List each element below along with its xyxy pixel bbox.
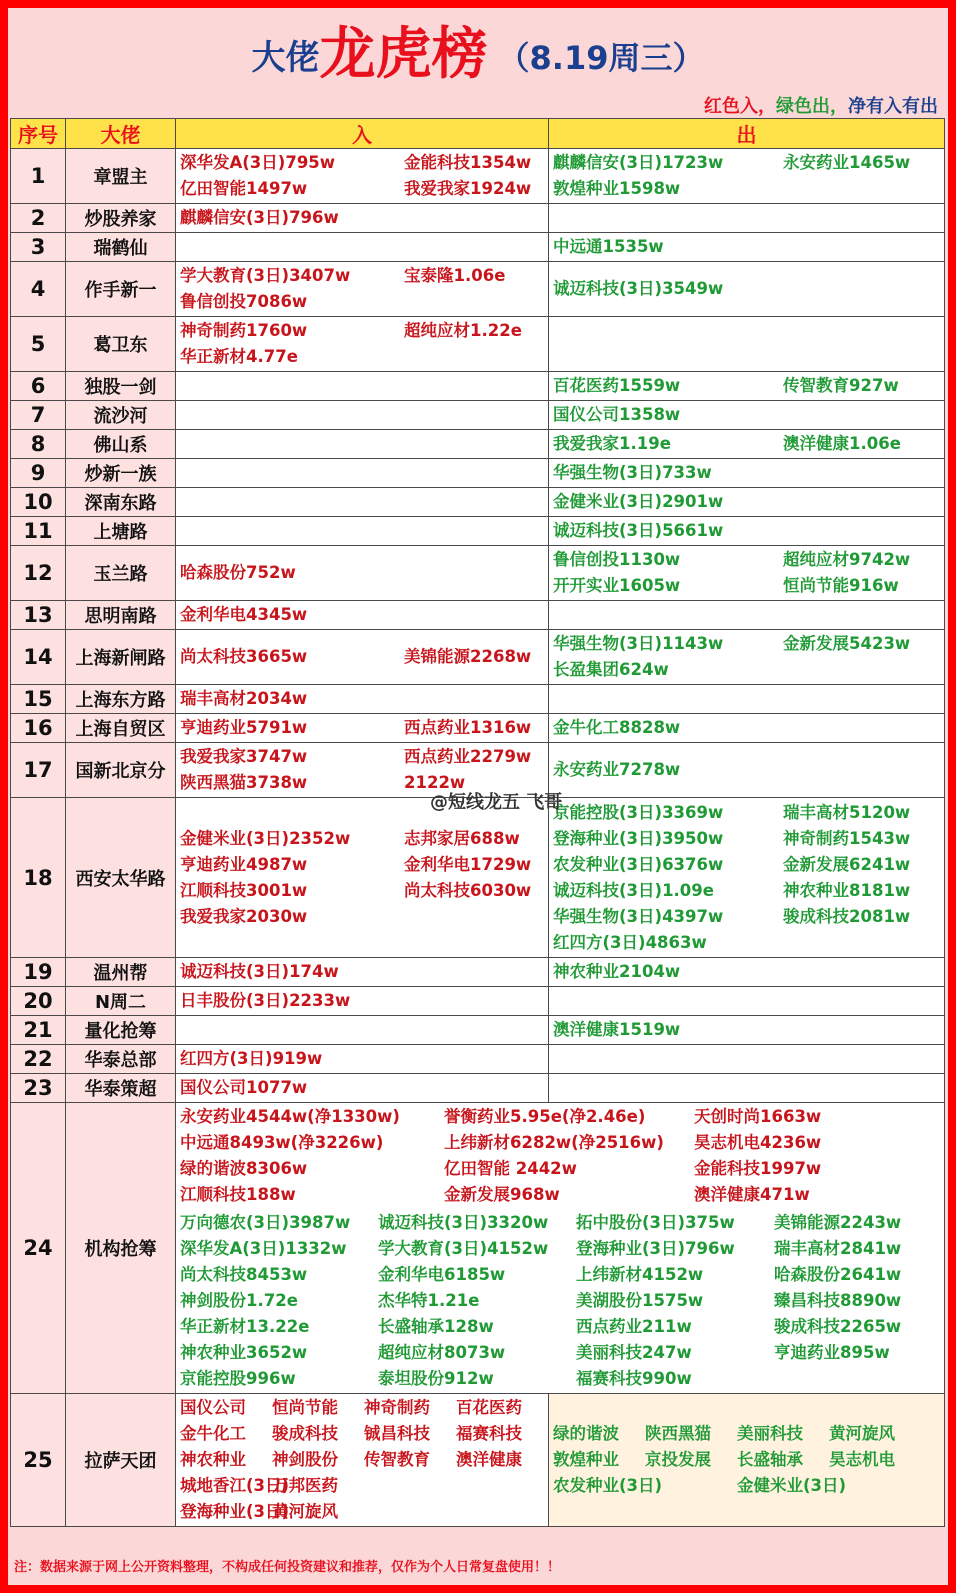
buy-entry: 江顺科技3001w xyxy=(180,880,308,900)
row-number: 7 xyxy=(11,401,66,430)
trader-name: 章盟主 xyxy=(66,149,176,204)
buy-cell xyxy=(176,714,549,743)
buy-entry: 国仪公司 xyxy=(180,1398,246,1417)
sell-entry: 华强生物(3日)733w xyxy=(553,463,712,482)
trader-name: 量化抢筹 xyxy=(66,1016,176,1045)
buy-entry: 亨迪药业5791w xyxy=(180,718,308,737)
sell-entry: 华强生物(3日)1143w xyxy=(553,634,724,653)
buy-entry: 铖昌科技 xyxy=(364,1424,430,1443)
sell-cell xyxy=(549,488,945,517)
trader-name: 机构抢筹 xyxy=(66,1103,176,1394)
sell-entry: 超纯应材8073w xyxy=(378,1343,506,1362)
sell-entry: 登海种业(3日)3950w xyxy=(553,828,724,848)
buy-entry: 瑞丰高材2034w xyxy=(180,689,308,708)
trader-name: 流沙河 xyxy=(66,401,176,430)
table-row xyxy=(11,685,945,714)
row-number: 21 xyxy=(11,1016,66,1045)
sell-cell xyxy=(549,459,945,488)
trader-name: 瑞鹤仙 xyxy=(66,233,176,262)
sell-cell xyxy=(549,149,945,204)
header-no: 序号 xyxy=(11,119,66,149)
sell-entry: 绿的谐波 xyxy=(553,1424,619,1443)
buy-entry: 我爱我家2030w xyxy=(180,906,308,926)
sell-entry: 神农种业8181w xyxy=(783,880,911,900)
buy-cell xyxy=(176,546,549,601)
sell-entry: 尚太科技8453w xyxy=(180,1265,308,1284)
buy-entry xyxy=(364,1474,456,1498)
sell-entry: 华正新材13.22e xyxy=(180,1317,310,1336)
buy-entry: 超纯应材1.22e xyxy=(404,321,522,340)
sell-cell xyxy=(549,262,945,317)
sell-entry: 杰华特1.21e xyxy=(378,1291,480,1310)
trader-name: 佛山系 xyxy=(66,430,176,459)
buy-entry: 金健米业(3日)2352w xyxy=(180,828,351,848)
buy-entry: 金新发展968w xyxy=(444,1185,560,1204)
header-name: 大佬 xyxy=(66,119,176,149)
page-frame xyxy=(8,8,948,1585)
buy-entry xyxy=(364,1500,456,1524)
sell-cell xyxy=(549,743,945,798)
buy-cell xyxy=(176,317,549,372)
row-number: 20 xyxy=(11,987,66,1016)
buy-entry: 金利华电1729w xyxy=(404,854,532,874)
buy-cell xyxy=(176,430,549,459)
buy-cell xyxy=(176,1394,549,1527)
row-number: 2 xyxy=(11,204,66,233)
sell-entry: 登海种业(3日)796w xyxy=(576,1239,735,1258)
sell-entry: 长盛轴承 xyxy=(737,1450,803,1469)
sell-entry: 京能控股(3日)3369w xyxy=(553,802,724,822)
buy-cell xyxy=(176,685,549,714)
sell-entry: 传智教育927w xyxy=(783,376,899,395)
trader-name: N周二 xyxy=(66,987,176,1016)
table-row xyxy=(11,546,945,601)
title-date: （8.19周三） xyxy=(497,39,705,77)
buy-entry: 神奇制药1760w xyxy=(180,321,308,340)
sell-cell xyxy=(549,1045,945,1074)
buy-entry: 澳洋健康 xyxy=(456,1450,522,1469)
row-number: 13 xyxy=(11,601,66,630)
buy-entry: 亨迪药业4987w xyxy=(180,854,308,874)
sell-cell xyxy=(549,317,945,372)
sell-entry: 农发种业(3日)6376w xyxy=(553,854,724,874)
buy-entry: 黄河旋风 xyxy=(272,1502,338,1521)
sell-entry: 金利华电6185w xyxy=(378,1265,506,1284)
sell-entry: 京能控股996w xyxy=(180,1369,296,1388)
buy-entry: 昊志机电4236w xyxy=(694,1133,822,1152)
buy-entry: 亿田智能1497w xyxy=(180,179,308,198)
sell-entry xyxy=(829,1474,917,1498)
buy-entry: 金利华电4345w xyxy=(180,605,308,624)
sell-entry: 黄河旋风 xyxy=(829,1424,895,1443)
sell-entry: 骏成科技2265w xyxy=(774,1317,902,1336)
table-row xyxy=(11,958,945,987)
buy-cell xyxy=(176,372,549,401)
trader-name: 上塘路 xyxy=(66,517,176,546)
table-row xyxy=(11,1103,945,1394)
table-row xyxy=(11,1045,945,1074)
legend-red: 红色入， xyxy=(704,96,776,117)
buy-entry: 神剑股份 xyxy=(272,1450,338,1469)
buy-entry: 志邦家居688w xyxy=(404,828,520,848)
footer-note: 注：数据来源于网上公开资料整理，不构成任何投资建议和推荐，仅作为个人日常复盘使用！！ xyxy=(14,1560,561,1575)
row-number: 3 xyxy=(11,233,66,262)
buy-entry: 我爱我家1924w xyxy=(404,179,532,198)
buy-entry: 恒尚节能 xyxy=(272,1398,338,1417)
sell-entry: 福赛科技990w xyxy=(576,1369,692,1388)
sell-entry: 敦煌种业1598w xyxy=(553,179,681,198)
table-row xyxy=(11,1394,945,1527)
buy-entry: 诚迈科技(3日)174w xyxy=(180,962,339,981)
trader-name: 西安太华路 xyxy=(66,798,176,958)
buy-entry: 骏成科技 xyxy=(272,1424,338,1443)
trader-name: 国新北京分 xyxy=(66,743,176,798)
sell-entry: 美丽科技247w xyxy=(576,1343,692,1362)
buy-cell xyxy=(176,1016,549,1045)
buy-entry: 亿田智能 2442w xyxy=(444,1159,577,1178)
color-legend xyxy=(704,92,938,118)
sell-entry: 美湖股份1575w xyxy=(576,1291,704,1310)
sell-entry: 瑞丰高材5120w xyxy=(783,802,911,822)
sell-entry: 金牛化工8828w xyxy=(553,718,681,737)
sell-entry: 陕西黑猫 xyxy=(645,1424,711,1443)
sell-cell xyxy=(549,430,945,459)
table-row xyxy=(11,798,945,958)
sell-entry: 金健米业(3日)2901w xyxy=(553,492,724,511)
buy-entry: 尚太科技3665w xyxy=(180,647,308,666)
table-row xyxy=(11,204,945,233)
sell-cell xyxy=(549,204,945,233)
sell-entry: 麒麟信安(3日)1723w xyxy=(553,153,724,172)
sell-entry: 哈森股份2641w xyxy=(774,1265,902,1284)
table-row xyxy=(11,1074,945,1103)
buy-entry: 江顺科技188w xyxy=(180,1185,296,1204)
buy-cell xyxy=(176,488,549,517)
buy-entry: 国仪公司1077w xyxy=(180,1078,308,1097)
buy-cell xyxy=(176,262,549,317)
sell-entry: 华强生物(3日)4397w xyxy=(553,906,724,926)
trader-name: 上海自贸区 xyxy=(66,714,176,743)
sell-entry: 金健米业(3日) xyxy=(737,1476,847,1495)
row-number: 9 xyxy=(11,459,66,488)
buy-entry: 陕西黑猫3738w xyxy=(180,773,308,792)
buy-entry: 永安药业4544w(净1330w) xyxy=(180,1107,400,1126)
buy-cell xyxy=(176,1045,549,1074)
table-row xyxy=(11,233,945,262)
trader-name: 思明南路 xyxy=(66,601,176,630)
trader-name: 上海新闸路 xyxy=(66,630,176,685)
sell-cell xyxy=(549,714,945,743)
buy-entry: 神农种业 xyxy=(180,1450,246,1469)
sell-entry: 神农种业3652w xyxy=(180,1343,308,1362)
sell-entry: 神农种业2104w xyxy=(553,962,681,981)
buy-entry: 我爱我家3747w xyxy=(180,747,308,766)
buy-cell xyxy=(176,1074,549,1103)
sell-entry: 神奇制药1543w xyxy=(783,828,911,848)
sell-cell xyxy=(549,401,945,430)
sell-entry: 国仪公司1358w xyxy=(553,405,681,424)
sell-entry: 上纬新材4152w xyxy=(576,1265,704,1284)
buy-cell xyxy=(176,987,549,1016)
sell-entry: 诚迈科技(3日)3549w xyxy=(553,279,724,298)
sell-cell xyxy=(549,546,945,601)
buy-entry: 红四方(3日)919w xyxy=(180,1049,323,1068)
buy-entry: 登海种业(3日) xyxy=(180,1502,290,1521)
trader-name: 温州帮 xyxy=(66,958,176,987)
header-in: 入 xyxy=(176,119,549,149)
buy-entry: 中远通8493w(净3226w) xyxy=(180,1133,384,1152)
buy-entry: 城地香江(3日) xyxy=(180,1476,290,1495)
page-title xyxy=(8,20,948,90)
trader-name: 独股一剑 xyxy=(66,372,176,401)
buy-entry: 西点药业1316w xyxy=(404,718,532,737)
buy-cell xyxy=(176,401,549,430)
dragon-tiger-table xyxy=(10,118,945,1527)
row-number: 5 xyxy=(11,317,66,372)
sell-entry: 诚迈科技(3日)1.09e xyxy=(553,880,714,900)
sell-entry: 万向德农(3日)3987w xyxy=(180,1213,351,1232)
buy-entry: 百花医药 xyxy=(456,1398,522,1417)
sell-cell xyxy=(549,1016,945,1045)
buy-entry: 麒麟信安(3日)796w xyxy=(180,208,339,227)
row-number: 8 xyxy=(11,430,66,459)
buy-entry: 深华发A(3日)795w xyxy=(180,153,336,172)
row-number: 25 xyxy=(11,1394,66,1527)
table-row xyxy=(11,488,945,517)
header-out: 出 xyxy=(549,119,945,149)
row-number: 10 xyxy=(11,488,66,517)
sell-cell xyxy=(549,1394,945,1527)
sell-entry: 深华发A(3日)1332w xyxy=(180,1239,347,1258)
row-number: 16 xyxy=(11,714,66,743)
buy-entry: 金能科技1997w xyxy=(694,1159,822,1178)
buy-entry: 哈森股份752w xyxy=(180,563,296,582)
buy-cell xyxy=(176,517,549,546)
sell-entry: 拓中股份(3日)375w xyxy=(576,1213,735,1232)
sell-cell xyxy=(549,630,945,685)
row-number: 17 xyxy=(11,743,66,798)
sell-entry: 骏成科技2081w xyxy=(783,906,911,926)
institution-cell xyxy=(176,1103,945,1394)
buy-cell xyxy=(176,601,549,630)
buy-entry: 天创时尚1663w xyxy=(694,1107,822,1126)
buy-entry: 神奇制药 xyxy=(364,1398,430,1417)
sell-entry: 鲁信创投1130w xyxy=(553,550,681,569)
table-row xyxy=(11,317,945,372)
table-row xyxy=(11,987,945,1016)
trader-name: 深南东路 xyxy=(66,488,176,517)
table-row xyxy=(11,372,945,401)
buy-cell xyxy=(176,459,549,488)
row-number: 24 xyxy=(11,1103,66,1394)
sell-entry: 金新发展6241w xyxy=(783,854,911,874)
sell-cell xyxy=(549,987,945,1016)
trader-name: 华泰策超 xyxy=(66,1074,176,1103)
row-number: 15 xyxy=(11,685,66,714)
buy-entry: 金牛化工 xyxy=(180,1424,246,1443)
sell-entry: 永安药业1465w xyxy=(783,153,911,172)
sell-entry: 中远通1535w xyxy=(553,237,664,256)
row-number: 14 xyxy=(11,630,66,685)
buy-cell xyxy=(176,204,549,233)
sell-entry: 超纯应材9742w xyxy=(783,550,911,569)
sell-entry: 澳洋健康1519w xyxy=(553,1020,681,1039)
buy-entry xyxy=(456,1474,544,1498)
table-row xyxy=(11,517,945,546)
sell-entry: 恒尚节能916w xyxy=(783,576,899,595)
buy-entry: 上纬新材6282w(净2516w) xyxy=(444,1133,664,1152)
row-number: 19 xyxy=(11,958,66,987)
sell-entry: 长盛轴承128w xyxy=(378,1317,494,1336)
row-number: 6 xyxy=(11,372,66,401)
sell-cell xyxy=(549,372,945,401)
sell-cell xyxy=(549,1074,945,1103)
sell-entry: 西点药业211w xyxy=(576,1317,692,1336)
sell-entry: 神剑股份1.72e xyxy=(180,1291,298,1310)
buy-entry: 尚太科技6030w xyxy=(404,880,532,900)
buy-cell xyxy=(176,233,549,262)
buy-entry: 万邦医药 xyxy=(272,1476,338,1495)
buy-entry: 美锦能源2268w xyxy=(404,647,532,666)
trader-name: 上海东方路 xyxy=(66,685,176,714)
legend-blue: 净有入有出 xyxy=(848,96,938,117)
trader-name: 玉兰路 xyxy=(66,546,176,601)
buy-entry: 宝泰隆1.06e xyxy=(404,266,506,285)
table-row xyxy=(11,149,945,204)
buy-entry: 鲁信创投7086w xyxy=(180,292,308,311)
buy-entry: 绿的谐波8306w xyxy=(180,1159,308,1178)
sell-cell xyxy=(549,685,945,714)
buy-entry: 福赛科技 xyxy=(456,1424,522,1443)
table-row xyxy=(11,262,945,317)
trader-name: 华泰总部 xyxy=(66,1045,176,1074)
sell-entry: 学大教育(3日)4152w xyxy=(378,1239,549,1258)
buy-cell xyxy=(176,149,549,204)
sell-cell xyxy=(549,517,945,546)
table-row xyxy=(11,1016,945,1045)
sell-entry: 永安药业7278w xyxy=(553,760,681,779)
sell-entry: 美锦能源2243w xyxy=(774,1213,902,1232)
table-header xyxy=(11,119,945,149)
buy-entry: 日丰股份(3日)2233w xyxy=(180,991,351,1010)
buy-entry: 学大教育(3日)3407w xyxy=(180,266,351,285)
sell-cell xyxy=(549,233,945,262)
table-row xyxy=(11,430,945,459)
sell-entry xyxy=(645,1474,737,1498)
sell-entry: 农发种业(3日) xyxy=(553,1476,663,1495)
table-row xyxy=(11,401,945,430)
trader-name: 葛卫东 xyxy=(66,317,176,372)
table-row xyxy=(11,601,945,630)
sell-entry: 诚迈科技(3日)3320w xyxy=(378,1213,549,1232)
sell-entry: 臻昌科技8890w xyxy=(774,1291,902,1310)
sell-entry: 美丽科技 xyxy=(737,1424,803,1443)
buy-entry: 澳洋健康471w xyxy=(694,1185,810,1204)
buy-cell xyxy=(176,958,549,987)
buy-entry: 华正新材4.77e xyxy=(180,347,298,366)
row-number: 23 xyxy=(11,1074,66,1103)
trader-name: 炒新一族 xyxy=(66,459,176,488)
buy-cell xyxy=(176,798,549,958)
row-number: 4 xyxy=(11,262,66,317)
sell-entry: 长盈集团624w xyxy=(553,660,669,679)
sell-entry: 京投发展 xyxy=(645,1450,711,1469)
buy-entry: 誉衡药业5.95e(净2.46e) xyxy=(444,1107,646,1126)
sell-entry: 敦煌种业 xyxy=(553,1450,619,1469)
trader-name: 作手新一 xyxy=(66,262,176,317)
sell-entry: 红四方(3日)4863w xyxy=(553,932,707,952)
row-number: 11 xyxy=(11,517,66,546)
buy-entry: 西点药业2279w xyxy=(404,747,532,766)
table-row xyxy=(11,714,945,743)
sell-cell xyxy=(549,798,945,958)
sell-entry: 诚迈科技(3日)5661w xyxy=(553,521,724,540)
buy-entry: 金能科技1354w xyxy=(404,153,532,172)
row-number: 1 xyxy=(11,149,66,204)
buy-entry: 传智教育 xyxy=(364,1450,430,1469)
legend-green: 绿色出， xyxy=(776,96,848,117)
sell-entry: 泰坦股份912w xyxy=(378,1369,494,1388)
buy-cell xyxy=(176,630,549,685)
sell-entry: 亨迪药业895w xyxy=(774,1343,890,1362)
sell-cell xyxy=(549,958,945,987)
buy-entry: 2122w xyxy=(404,773,466,792)
sell-entry: 我爱我家1.19e xyxy=(553,434,671,453)
sell-entry: 澳洋健康1.06e xyxy=(783,434,901,453)
buy-entry xyxy=(456,1500,544,1524)
sell-cell xyxy=(549,601,945,630)
trader-name: 炒股养家 xyxy=(66,204,176,233)
trader-name: 拉萨天团 xyxy=(66,1394,176,1527)
row-number: 22 xyxy=(11,1045,66,1074)
sell-entry: 昊志机电 xyxy=(829,1450,895,1469)
title-main: 龙虎榜 xyxy=(319,22,488,87)
sell-entry: 百花医药1559w xyxy=(553,376,681,395)
table-row xyxy=(11,630,945,685)
row-number: 12 xyxy=(11,546,66,601)
sell-entry: 金新发展5423w xyxy=(783,634,911,653)
table-row xyxy=(11,459,945,488)
sell-entry: 开开实业1605w xyxy=(553,576,681,595)
title-prefix: 大佬 xyxy=(251,38,320,78)
row-number: 18 xyxy=(11,798,66,958)
sell-entry: 瑞丰高材2841w xyxy=(774,1239,902,1258)
watermark: @短线龙五 飞哥 xyxy=(430,792,563,813)
